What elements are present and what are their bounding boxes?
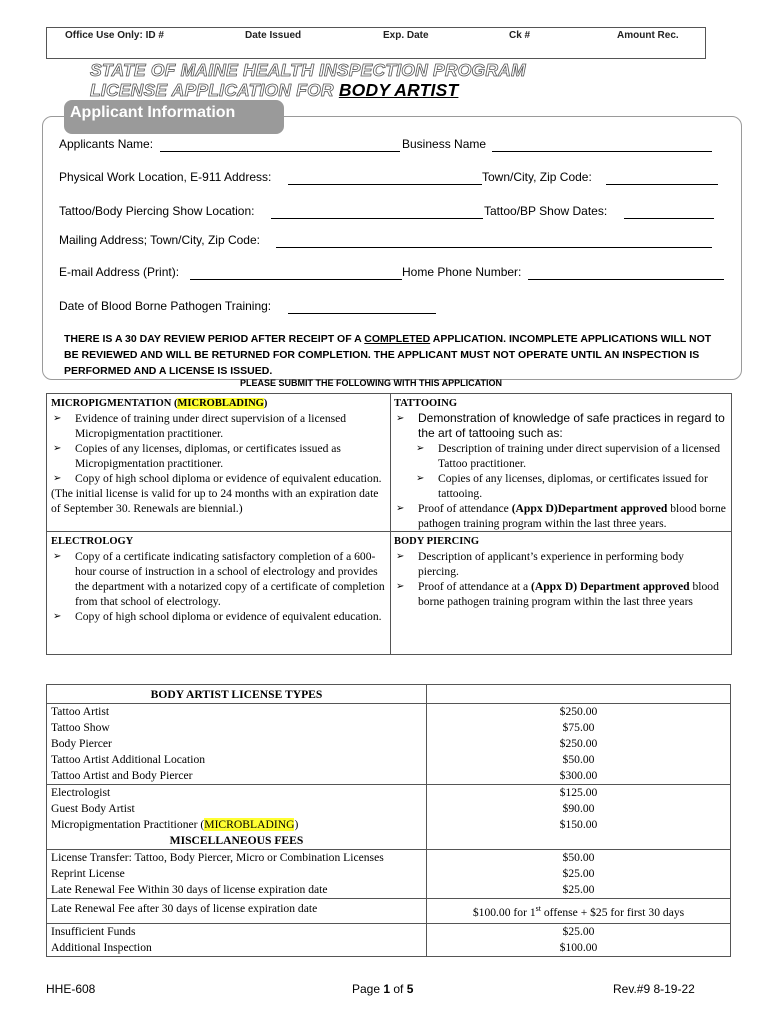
date-issued-label: Date Issued (245, 30, 302, 41)
list-item: ➢ Description of training under direct supervision of a licensed Tattoo practitioner. (394, 441, 726, 471)
list-item: ➢ Copies of any licenses, diplomas, or certificates issued for tattooing. (394, 471, 726, 501)
submit-heading: PLEASE SUBMIT THE FOLLOWING WITH THIS APPLICATION (240, 378, 502, 388)
micropigmentation-cell (51, 396, 385, 516)
list-item: ➢ Proof of attendance at a (Appx D) Department approved blood borne pathogen training program within the last three years (394, 579, 726, 609)
tattooing-heading: TATTOOING (394, 398, 458, 409)
table-row (47, 899, 731, 924)
list-item: ➢ Copy of high school diploma or evidence of equivalent education. (51, 609, 385, 624)
office-id-label: Office Use Only: ID # (65, 30, 164, 41)
bbp-date-field[interactable] (288, 312, 436, 314)
show-location-label: Tattoo/Body Piercing Show Location: (59, 204, 255, 218)
list-item: ➢ Copy of high school diploma or evidence of equivalent education. (51, 471, 385, 486)
fee-labels: Tattoo Artist Tattoo Show Body Piercer Tattoo Artist Additional Location Tattoo Artist and Body Piercer (47, 704, 427, 785)
table-cell (427, 685, 731, 704)
show-dates-field[interactable] (624, 217, 714, 219)
body-piercing-heading: BODY PIERCING (394, 536, 480, 547)
table-row (47, 685, 731, 704)
office-use-box (46, 27, 706, 59)
list-item: ➢ Copy of a certificate indicating satisfactory completion of a 600-hour course of instruction in a school of electrology and provides the department with a notarized copy of a certificate of completion from that school of electrology. (51, 549, 385, 609)
amount-rec-label: Amount Rec. (617, 30, 679, 41)
work-location-field[interactable] (288, 183, 482, 185)
business-name-field[interactable] (492, 150, 712, 152)
fee-values: $125.00 $90.00 $150.00 (427, 785, 731, 850)
body-piercing-cell (394, 534, 726, 609)
fee-values: $50.00 $25.00 $25.00 (427, 850, 731, 899)
email-field[interactable] (190, 278, 402, 280)
list-item: ➢ Evidence of training under direct supervision of a licensed Micropigmentation practitioner. (51, 411, 385, 441)
home-phone-field[interactable] (528, 278, 724, 280)
work-location-label: Physical Work Location, E-911 Address: (59, 170, 272, 184)
town-zip-label: Town/City, Zip Code: (482, 170, 592, 184)
electrology-heading: ELECTROLOGY (51, 536, 134, 547)
page-indicator: Page 1 of 5 (352, 982, 414, 996)
fee-labels: Electrologist Guest Body Artist Micropigmentation Practitioner (MICROBLADING) MISCELLANEOUS FEES (47, 785, 427, 850)
list-item: ➢ Description of applicant’s experience in performing body piercing. (394, 549, 726, 579)
revision: Rev.#9 8-19-22 (613, 982, 695, 996)
home-phone-label: Home Phone Number: (402, 265, 522, 279)
requirements-grid (46, 393, 732, 655)
applicants-name-label: Applicants Name: (59, 137, 154, 151)
title-body-artist: BODY ARTIST (338, 80, 459, 100)
misc-fees-heading: MISCELLANEOUS FEES (169, 834, 304, 847)
list-item: ➢ Demonstration of knowledge of safe practices in regard to the art of tattooing such as: (394, 411, 726, 441)
tattooing-cell (394, 396, 726, 531)
title-prefix: LICENSE APPLICATION FOR (90, 80, 339, 100)
applicant-info-title: Applicant Information (70, 104, 236, 121)
show-location-field[interactable] (271, 217, 483, 219)
title-line-1: STATE OF MAINE HEALTH INSPECTION PROGRAM (90, 60, 526, 80)
show-dates-label: Tattoo/BP Show Dates: (484, 204, 608, 218)
ck-label: Ck # (509, 30, 531, 41)
electrology-cell (51, 534, 385, 624)
review-period-notice: THERE IS A 30 DAY REVIEW PERIOD AFTER RECEIPT OF A COMPLETED APPLICATION. INCOMPLETE APPLICATIONS WILL NOT BE REVIEWED AND WILL BE RETURNED FOR COMPLETION. THE APPLICANT MUST NOT OPERATE UNTIL AN INSPECTION IS PERFORMED AND A LICENSE IS ISSUED. (64, 333, 712, 377)
micro-license-note: (The initial license is valid for up to 24 months with an expiration date of September 30. Renewals are biennial.) (51, 487, 379, 515)
table-row (47, 923, 731, 956)
list-item: ➢ Copies of any licenses, diplomas, or certificates issued as Micropigmentation practitioner. (51, 441, 385, 471)
form-number: HHE-608 (46, 982, 96, 996)
applicant-info-tab (64, 100, 284, 134)
late-after-label: Late Renewal Fee after 30 days of license expiration date (47, 899, 427, 924)
fee-values: $250.00 $75.00 $250.00 $50.00 $300.00 (427, 704, 731, 785)
mailing-address-field[interactable] (276, 246, 712, 248)
mailing-address-label: Mailing Address; Town/City, Zip Code: (59, 233, 260, 247)
list-item: ➢ Proof of attendance (Appx D)Department approved blood borne pathogen training program within the last three years. (394, 501, 726, 531)
micropigmentation-heading: MICROPIGMENTATION (MICROBLADING) (51, 398, 268, 409)
title-line-2 (90, 80, 458, 101)
table-row (47, 785, 731, 850)
license-types-heading: BODY ARTIST LICENSE TYPES (47, 685, 427, 704)
table-row (47, 850, 731, 899)
exp-date-label: Exp. Date (383, 30, 429, 41)
bbp-date-label: Date of Blood Borne Pathogen Training: (59, 299, 272, 313)
fee-table (46, 684, 731, 957)
town-zip-field[interactable] (606, 183, 718, 185)
fee-labels: Insufficient Funds Additional Inspection (47, 923, 427, 956)
late-after-fee: $100.00 for 1st offense + $25 for first 30 days (427, 899, 731, 924)
business-name-label: Business Name (402, 137, 487, 151)
applicants-name-field[interactable] (160, 150, 400, 152)
fee-values: $25.00 $100.00 (427, 923, 731, 956)
fee-labels: License Transfer: Tattoo, Body Piercer, Micro or Combination Licenses Reprint License Late Renewal Fee Within 30 days of license expiration date (47, 850, 427, 899)
table-row (47, 704, 731, 785)
email-label: E-mail Address (Print): (59, 265, 180, 279)
